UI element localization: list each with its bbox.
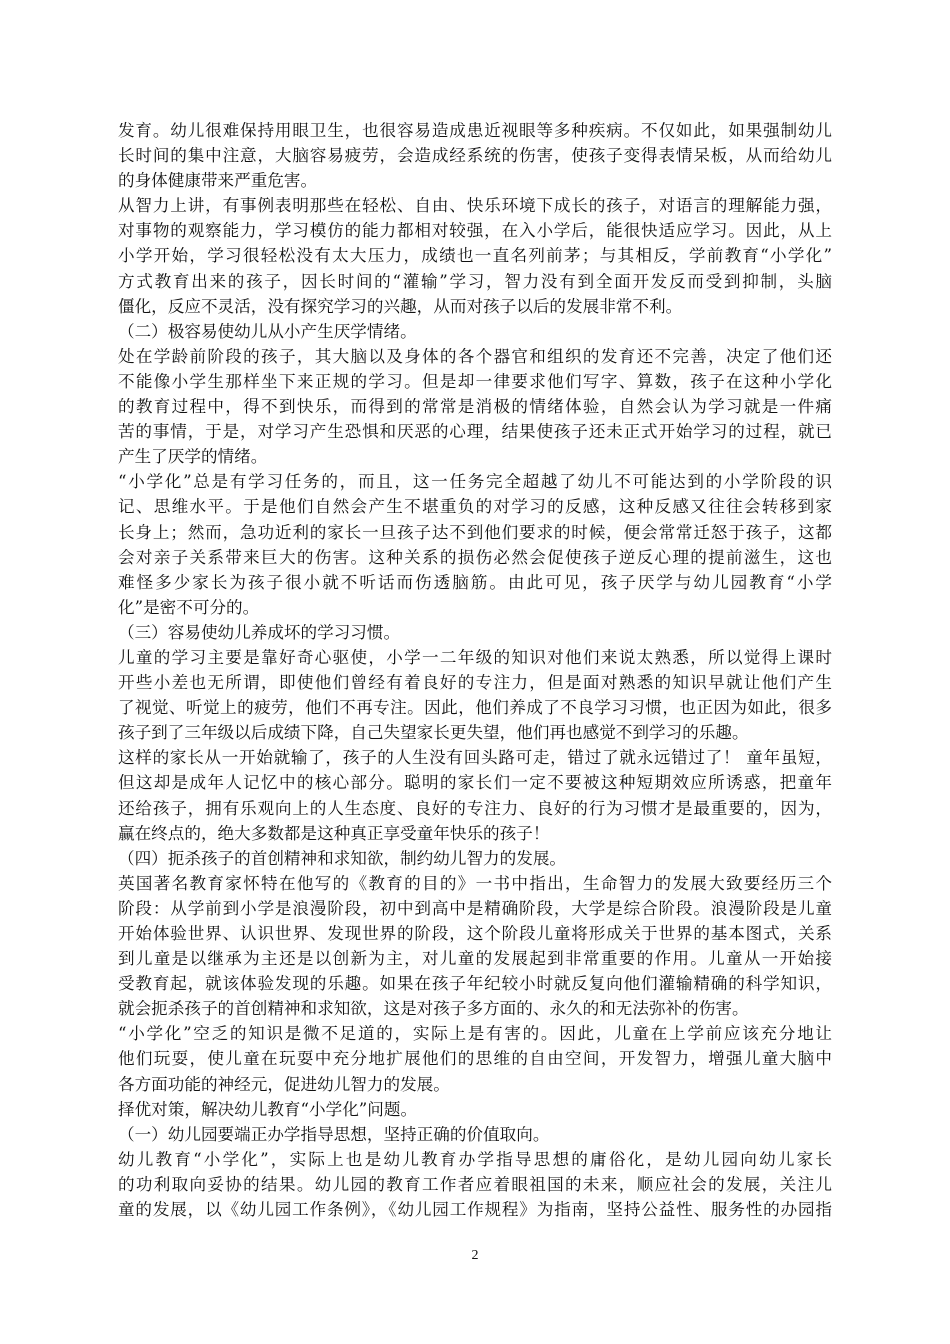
text-line: 这样的家长从一开始就输了，孩子的人生没有回头路可走，错过了就永远错过了！ 童年虽短， — [118, 748, 832, 768]
text-line: 英国著名教育家怀特在他写的《教育的目的》一书中指出，生命智力的发展大致要经历三个 — [118, 873, 832, 893]
text-line: 的教育过程中，得不到快乐，而得到的常常是消极的情绪体验，自然会认为学习就是一件痛 — [118, 397, 832, 417]
text-line: 僵化，反应不灵活，没有探究学习的兴趣，从而对孩子以后的发展非常不利。 — [118, 296, 683, 316]
text-line: 记、思维水平。于是他们自然会产生不堪重负的对学习的反感，这种反感又往往会转移到家 — [118, 497, 832, 517]
text-line: 开始体验世界、认识世界、发现世界的阶段，这个阶段儿童将形成关于世界的基本图式，关系 — [118, 924, 832, 943]
text-line: 处在学龄前阶段的孩子，其大脑以及身体的各个器官和组织的发育还不完善，决定了他们还 — [118, 346, 832, 366]
text-line: （二）极容易使幼儿从小产生厌学情绪。 — [118, 321, 417, 341]
text-line: 苦的事情，于是，对学习产生恐惧和厌恶的心理，结果使孩子还未正式开始学习的过程，就已 — [118, 422, 832, 442]
text-line: “小学化”总是有学习任务的，而且，这一任务完全超越了幼儿不可能达到的小学阶段的识 — [118, 472, 832, 492]
text-line: 难怪多少家长为孩子很小就不听话而伤透脑筋。由此可见，孩子厌学与幼儿园教育“小学 — [118, 572, 832, 592]
text-line: 从智力上讲，有事例表明那些在轻松、自由、快乐环境下成长的孩子，对语言的理解能力强， — [118, 196, 832, 216]
text-line: 择优对策，解决幼儿教育“小学化”问题。 — [118, 1099, 418, 1119]
text-line: 赢在终点的，绝大多数都是这种真正享受童年快乐的孩子！ — [118, 823, 550, 843]
text-line: 化”是密不可分的。 — [118, 597, 260, 617]
text-line: 小学开始，学习很轻松没有太大压力，成绩也一直名列前茅；与其相反，学前教育“小学化” — [118, 246, 832, 266]
text-line: 不能像小学生那样坐下来正规的学习。但是却一律要求他们写字、算数，孩子在这种小学化 — [118, 371, 832, 391]
text-line: 对事物的观察能力，学习模仿的能力都相对较强，在入小学后，能很快适应学习。因此，从上 — [118, 221, 832, 241]
text-line: “小学化”空乏的知识是微不足道的，实际上是有害的。因此，儿童在上学前应该充分地让 — [118, 1024, 832, 1044]
text-line: 的身体健康带来严重危害。 — [118, 171, 318, 191]
text-line: （一）幼儿园要端正办学指导思想，坚持正确的价值取向。 — [118, 1124, 550, 1144]
page-number: 2 — [471, 1248, 479, 1263]
document-body — [118, 118, 832, 1222]
text-line: （三）容易使幼儿养成坏的学习习惯。 — [118, 622, 401, 642]
text-line: 孩子到了三年级以后成绩下降，自己失望家长更失望，他们再也感觉不到学习的乐趣。 — [118, 723, 749, 743]
text-line: 还给孩子，拥有乐观向上的人生态度、良好的专注力、良好的行为习惯才是最重要的，因为， — [118, 798, 832, 818]
text-line: 童的发展，以《幼儿园工作条例》，《幼儿园工作规程》为指南，坚持公益性、服务性的办园指 — [118, 1200, 832, 1220]
text-line: 幼儿教育“小学化”，实际上也是幼儿教育办学指导思想的庸俗化，是幼儿园向幼儿家长 — [118, 1149, 832, 1169]
text-line: 方式教育出来的孩子，因长时间的“灌输”学习，智力没有到全面开发反而受到抑制，头脑 — [118, 271, 832, 291]
text-line: （四）扼杀孩子的首创精神和求知欲，制约幼儿智力的发展。 — [118, 848, 567, 868]
text-line: 的功利取向妥协的结果。幼儿园的教育工作者应着眼祖国的未来，顺应社会的发展，关注儿 — [118, 1174, 832, 1194]
text-line: 会对亲子关系带来巨大的伤害。这种关系的损伤必然会促使孩子逆反心理的提前滋生，这也 — [118, 547, 832, 567]
text-line: 了视觉、听觉上的疲劳，他们不再专注。因此，他们养成了不良学习习惯，也正因为如此，很多 — [118, 698, 832, 718]
text-line: 阶段：从学前到小学是浪漫阶段，初中到高中是精确阶段，大学是综合阶段。浪漫阶段是儿童 — [118, 898, 832, 918]
text-line: 但这却是成年人记忆中的核心部分。聪明的家长们一定不要被这种短期效应所诱惑，把童年 — [118, 773, 832, 793]
text-line: 儿童的学习主要是靠好奇心驱使，小学一二年级的知识对他们来说太熟悉，所以觉得上课时 — [118, 647, 832, 667]
text-line: 就会扼杀孩子的首创精神和求知欲，这是对孩子多方面的、永久的和无法弥补的伤害。 — [118, 999, 749, 1019]
text-line: 他们玩耍，使儿童在玩耍中充分地扩展他们的思维的自由空间，开发智力，增强儿童大脑中 — [118, 1049, 832, 1069]
text-line: 受教育起，就该体验发现的乐趣。如果在孩子年纪较小时就反复向他们灌输精确的科学知识， — [118, 974, 832, 994]
text-line: 产生了厌学的情绪。 — [118, 447, 268, 467]
text-line: 各方面功能的神经元，促进幼儿智力的发展。 — [118, 1074, 450, 1094]
text-line: 长身上；然而，急功近利的家长一旦孩子达不到他们要求的时候，便会常常迁怒于孩子，这都 — [118, 522, 832, 542]
text-line: 长时间的集中注意，大脑容易疲劳，会造成经系统的伤害，使孩子变得表情呆板，从而给幼儿 — [118, 146, 832, 166]
text-line: 开些小差也无所谓，即使他们曾经有着良好的专注力，但是面对熟悉的知识早就让他们产生 — [118, 673, 832, 693]
text-line: 发育。幼儿很难保持用眼卫生，也很容易造成患近视眼等多种疾病。不仅如此，如果强制幼儿 — [118, 121, 832, 140]
text-line: 到儿童是以继承为主还是以创新为主，对儿童的发展起到非常重要的作用。儿童从一开始接 — [118, 949, 832, 969]
